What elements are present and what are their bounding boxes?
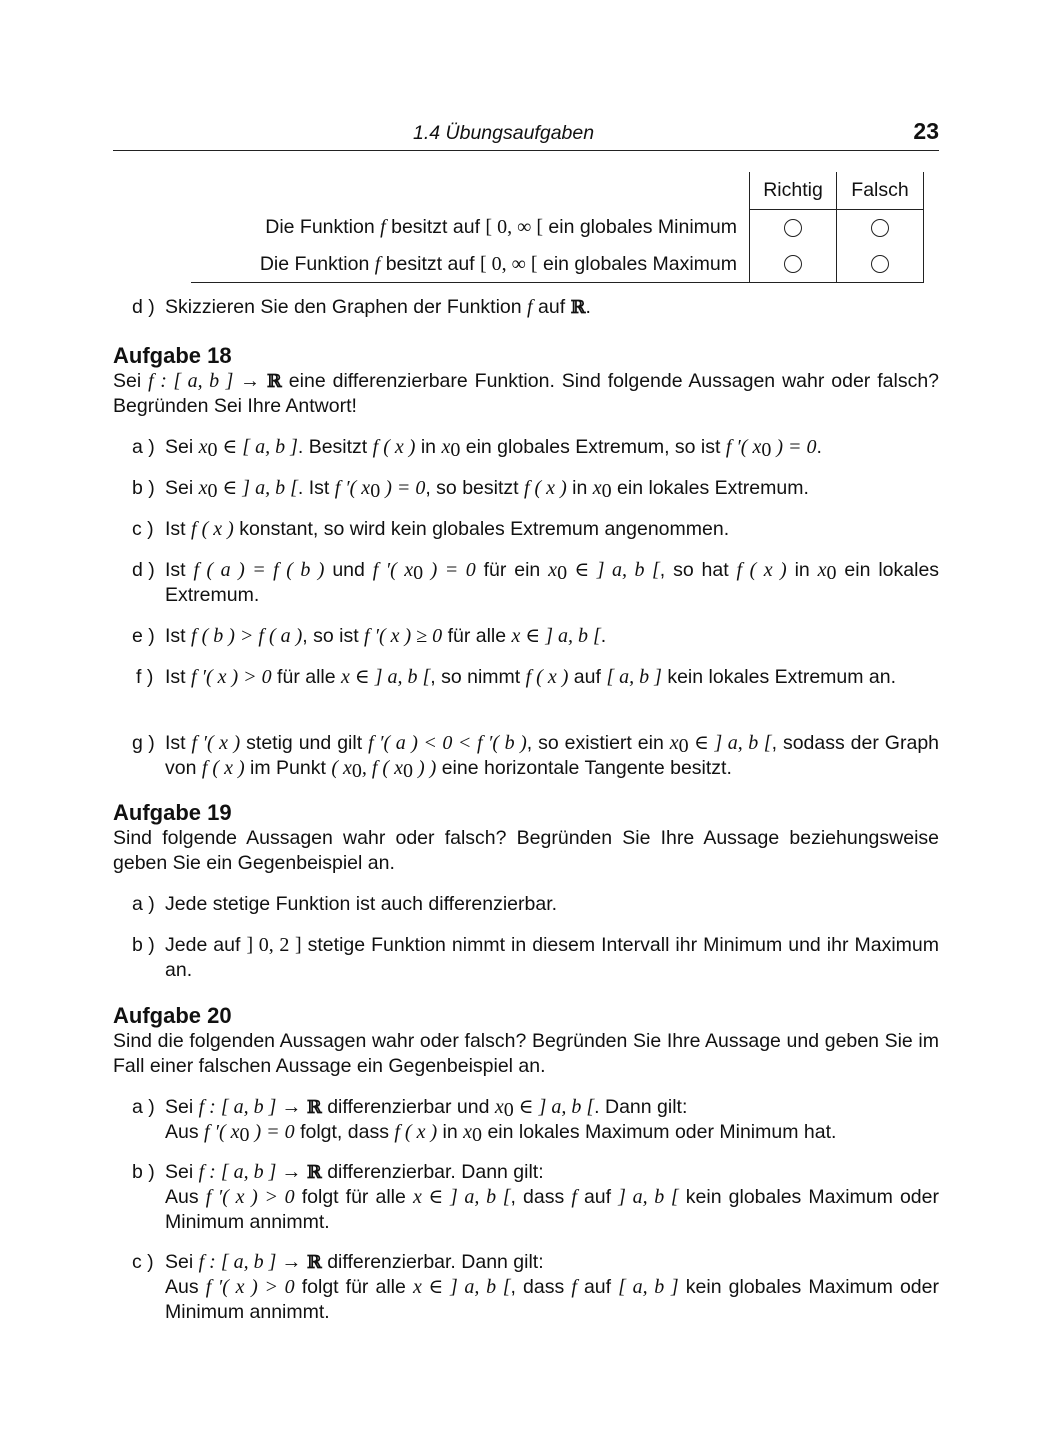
exercise-intro: Sind folgende Aussagen wahr oder falsch? Begründen Sie Ihre Aussage beziehungsweise geben Sie ein Gegenbeispiel an. bbox=[113, 827, 939, 874]
exercise-18 bbox=[113, 343, 939, 419]
radio-true[interactable] bbox=[784, 219, 802, 237]
exercise-item: g ) Ist f ′( x ) stetig und gilt f ′( a ) < 0 < f ′( b ), so existiert ein $x_0$ ∈ ] a, b [, sodass der Graph von f ( x ) im Punkt ( $x_0$, f ( $x_0$ ) ) eine horizontale Tangente besitzt. bbox=[132, 732, 940, 782]
exercise-item: d ) Ist f ( a ) = f ( b ) und f ′( $x_0$ ) = 0 für ein $x_0$ ∈ ] a, b [, so hat f ( x ) in $x_0$ ein lokales Extremum. bbox=[132, 559, 940, 606]
exercise-item: e ) Ist f ( b ) > f ( a ), so ist f ′( x ) ≥ 0 für alle x ∈ ] a, b [. bbox=[132, 625, 607, 647]
page-header bbox=[113, 118, 939, 151]
exercise-title: Aufgabe 19 bbox=[113, 800, 232, 825]
exercise-item: a ) Sei f : [ a, b ] → ℝ differenzierbar und $x_0$ ∈ ] a, b [. Dann gilt: Aus f ′( $x_0$ ) = 0 folgt, dass f ( x ) in $x_0$ ein lokales Maximum oder Minimum hat. bbox=[132, 1096, 837, 1146]
radio-true[interactable] bbox=[784, 255, 802, 273]
exercise-item: b ) Sei $x_0$ ∈ ] a, b [. Ist f ′( $x_0$ ) = 0, so besitzt f ( x ) in $x_0$ ein lokales Extremum. bbox=[132, 477, 809, 502]
exercise-title: Aufgabe 20 bbox=[113, 1003, 232, 1028]
table-row bbox=[191, 246, 924, 283]
statement: Die Funktion f besitzt auf [ 0, ∞ [ ein globales Maximum bbox=[191, 246, 750, 283]
exercise-20 bbox=[113, 1003, 939, 1079]
column-true: Richtig bbox=[750, 172, 837, 210]
exercise-intro: Sind die folgenden Aussagen wahr oder falsch? Begründen Sie Ihre Aussage und geben Sie im Fall einer falschen Aussage ein Gegenbeispiel an. bbox=[113, 1030, 939, 1077]
exercise-item: d ) Skizzieren Sie den Graphen der Funktion f auf ℝ. bbox=[132, 296, 591, 318]
exercise-intro: Sei f : [ a, b ] → ℝ eine differenzierbare Funktion. Sind folgende Aussagen wahr oder falsch? Begründen Sei Ihre Antwort! bbox=[113, 370, 940, 417]
radio-false[interactable] bbox=[871, 255, 889, 273]
exercise-title: Aufgabe 18 bbox=[113, 343, 232, 368]
statement: Die Funktion f besitzt auf [ 0, ∞ [ ein globales Minimum bbox=[265, 216, 737, 239]
radio-false[interactable] bbox=[871, 219, 889, 237]
exercise-item: c ) Ist f ( x ) konstant, so wird kein globales Extremum angenommen. bbox=[132, 518, 730, 540]
column-false: Falsch bbox=[837, 172, 924, 210]
exercise-item: a ) Sei $x_0$ ∈ [ a, b ]. Besitzt f ( x ) in $x_0$ ein globales Extremum, so ist f ′( $x_0$ ) = 0. bbox=[132, 436, 822, 461]
table-header-row bbox=[191, 172, 924, 210]
true-false-table bbox=[191, 172, 924, 283]
exercise-item: c ) Sei f : [ a, b ] → ℝ differenzierbar. Dann gilt: Aus f ′( x ) > 0 folgt für alle x ∈ ] a, b [, dass f auf [ a, b ] kein globales Maximum oder Minimum annimmt. bbox=[132, 1251, 939, 1323]
table-row bbox=[191, 210, 924, 247]
page-number: 23 bbox=[913, 118, 939, 144]
exercise-item: f ) Ist f ′( x ) > 0 für alle x ∈ ] a, b [, so nimmt f ( x ) auf [ a, b ] kein lokales Extremum an. bbox=[136, 666, 897, 688]
exercise-item: b ) Jede auf ] 0, 2 ] stetige Funktion nimmt in diesem Intervall ihr Minimum und ihr Maximum an. bbox=[132, 934, 940, 981]
exercise-item: a ) Jede stetige Funktion ist auch differenzierbar. bbox=[132, 893, 558, 915]
exercise-item: b ) Sei f : [ a, b ] → ℝ differenzierbar. Dann gilt: Aus f ′( x ) > 0 folgt für alle x ∈ ] a, b [, dass f auf ] a, b [ kein globales Maximum oder Minimum annimmt. bbox=[132, 1161, 939, 1233]
section-title: 1.4 Übungsaufgaben bbox=[413, 122, 595, 144]
exercise-19 bbox=[113, 800, 939, 876]
